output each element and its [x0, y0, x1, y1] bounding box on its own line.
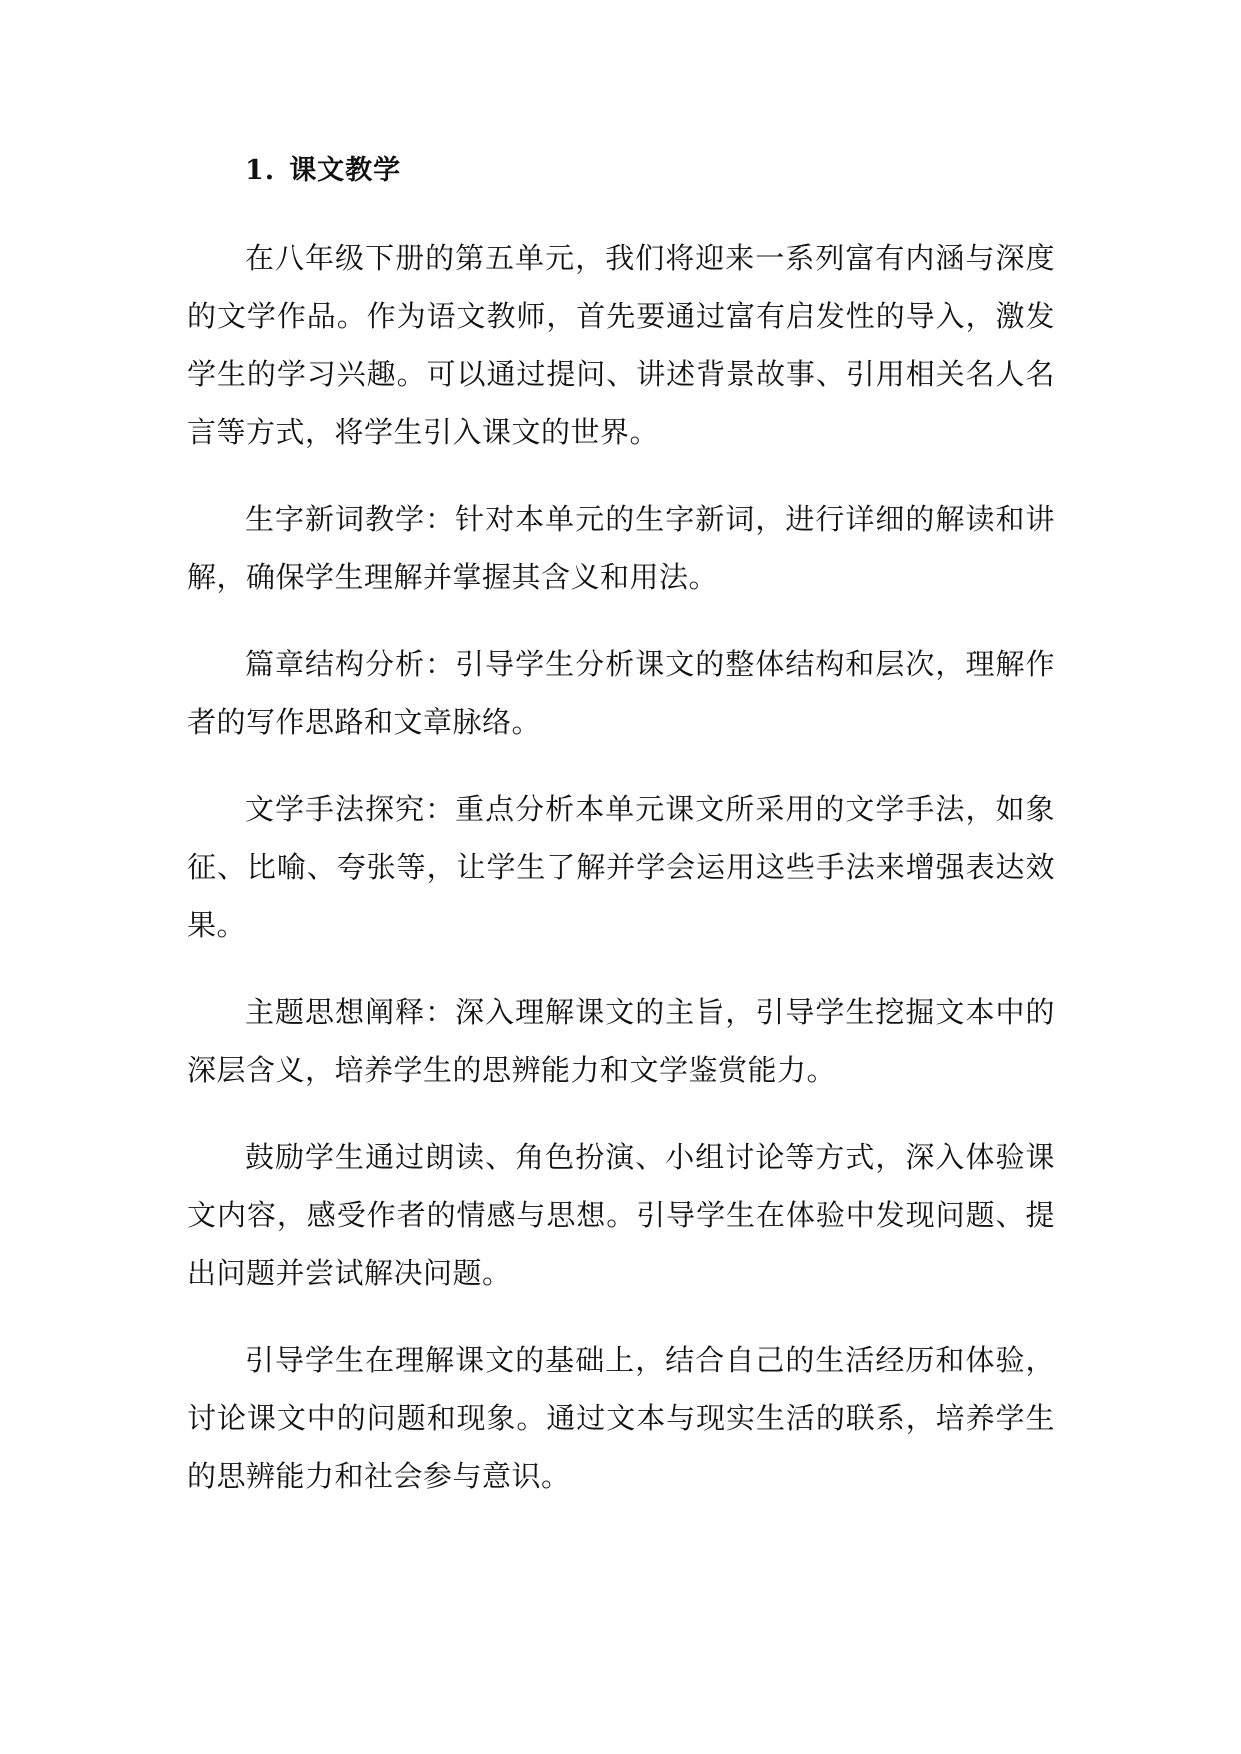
page-content [187, 142, 1055, 1534]
section-number: 1. [245, 155, 276, 186]
section-heading [245, 142, 1055, 200]
paragraph-theme: 主题思想阐释：深入理解课文的主旨，引导学生挖掘文本中的深层含义，培养学生的思辨能力和文学鉴赏能力。 [187, 995, 1055, 1087]
paragraph-structure: 篇章结构分析：引导学生分析课文的整体结构和层次，理解作者的写作思路和文章脉络。 [187, 647, 1055, 739]
paragraph-vocabulary: 生字新词教学：针对本单元的生字新词，进行详细的解读和讲解，确保学生理解并掌握其含义和用法。 [187, 502, 1055, 594]
paragraph-techniques: 文学手法探究：重点分析本单元课文所采用的文学手法，如象征、比喻、夸张等，让学生了解并学会运用这些手法来增强表达效果。 [187, 792, 1055, 942]
paragraph-experience: 鼓励学生通过朗读、角色扮演、小组讨论等方式，深入体验课文内容，感受作者的情感与思想。引导学生在体验中发现问题、提出问题并尝试解决问题。 [187, 1140, 1055, 1290]
section-title: 课文教学 [289, 155, 402, 186]
paragraph-intro: 在八年级下册的第五单元，我们将迎来一系列富有内涵与深度的文学作品。作为语文教师，首先要通过富有启发性的导入，激发学生的学习兴趣。可以通过提问、讲述背景故事、引用相关名人名言等方式，将学生引入课文的世界。 [187, 241, 1055, 449]
paragraph-discussion: 引导学生在理解课文的基础上，结合自己的生活经历和体验，讨论课文中的问题和现象。通过文本与现实生活的联系，培养学生的思辨能力和社会参与意识。 [187, 1343, 1055, 1493]
